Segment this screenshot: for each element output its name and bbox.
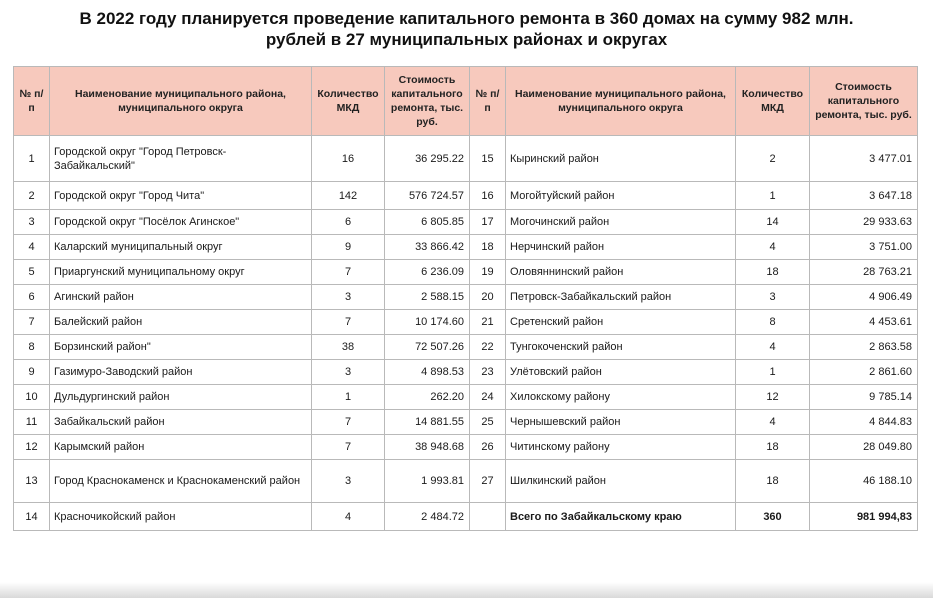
row-num-2: 20 xyxy=(470,285,506,310)
row-count-2: 14 xyxy=(736,210,810,235)
row-name-2: Могочинский район xyxy=(506,210,736,235)
row-cost: 14 881.55 xyxy=(385,410,470,435)
bottom-fade xyxy=(0,582,933,598)
row-num: 6 xyxy=(14,285,50,310)
row-name: Забайкальский район xyxy=(50,410,312,435)
row-name: Борзинский район" xyxy=(50,335,312,360)
page-title xyxy=(0,8,933,50)
row-name: Городской округ "Посёлок Агинское" xyxy=(50,210,312,235)
row-num: 8 xyxy=(14,335,50,360)
row-count: 7 xyxy=(312,435,385,460)
row-num-2: 27 xyxy=(470,460,506,503)
row-num: 10 xyxy=(14,385,50,410)
table-row xyxy=(14,385,918,410)
row-count-2: 12 xyxy=(736,385,810,410)
row-num: 7 xyxy=(14,310,50,335)
repair-table xyxy=(13,66,918,531)
row-cost: 2 484.72 xyxy=(385,503,470,531)
row-name: Городской округ "Город Чита" xyxy=(50,182,312,210)
row-count: 1 xyxy=(312,385,385,410)
row-count: 3 xyxy=(312,285,385,310)
row-cost: 6 236.09 xyxy=(385,260,470,285)
row-num: 1 xyxy=(14,136,50,182)
table-row xyxy=(14,260,918,285)
row-count-2: 4 xyxy=(736,235,810,260)
row-name-2: Нерчинский район xyxy=(506,235,736,260)
row-num: 2 xyxy=(14,182,50,210)
row-name: Красночикойский район xyxy=(50,503,312,531)
row-num-2: 18 xyxy=(470,235,506,260)
header-count-2: Количество МКД xyxy=(736,67,810,136)
row-num-2: 22 xyxy=(470,335,506,360)
table-header-row xyxy=(14,67,918,136)
row-cost-2: 4 844.83 xyxy=(810,410,918,435)
row-cost-2: 4 453.61 xyxy=(810,310,918,335)
title-line-1: В 2022 году планируется проведение капитального ремонта в 360 домах на сумму 982 млн. xyxy=(79,9,854,28)
row-name-2: Читинскому району xyxy=(506,435,736,460)
row-name-2: Хилокскому району xyxy=(506,385,736,410)
row-cost-2: 3 647.18 xyxy=(810,182,918,210)
row-cost: 1 993.81 xyxy=(385,460,470,503)
row-cost: 10 174.60 xyxy=(385,310,470,335)
row-cost-2: 28 049.80 xyxy=(810,435,918,460)
row-name-2: Улётовский район xyxy=(506,360,736,385)
row-num: 3 xyxy=(14,210,50,235)
row-count: 16 xyxy=(312,136,385,182)
row-count-2: 4 xyxy=(736,335,810,360)
row-count-2: 18 xyxy=(736,260,810,285)
row-count-2: 4 xyxy=(736,410,810,435)
row-num: 14 xyxy=(14,503,50,531)
row-num: 5 xyxy=(14,260,50,285)
row-cost-2: 3 477.01 xyxy=(810,136,918,182)
row-count-2: 2 xyxy=(736,136,810,182)
header-cost: Стоимость капитального ремонта, тыс. руб. xyxy=(385,67,470,136)
row-cost-2: 2 861.60 xyxy=(810,360,918,385)
row-num-2: 26 xyxy=(470,435,506,460)
row-num-2: 15 xyxy=(470,136,506,182)
row-cost: 38 948.68 xyxy=(385,435,470,460)
table-row xyxy=(14,310,918,335)
row-count: 9 xyxy=(312,235,385,260)
row-cost: 2 588.15 xyxy=(385,285,470,310)
row-name: Приаргунский муниципальному округ xyxy=(50,260,312,285)
row-cost-2: 46 188.10 xyxy=(810,460,918,503)
row-name: Карымский район xyxy=(50,435,312,460)
row-cost: 72 507.26 xyxy=(385,335,470,360)
row-name: Агинский район xyxy=(50,285,312,310)
row-cost: 576 724.57 xyxy=(385,182,470,210)
row-count: 7 xyxy=(312,260,385,285)
row-num-2: 25 xyxy=(470,410,506,435)
table-row xyxy=(14,335,918,360)
table-row xyxy=(14,235,918,260)
row-name: Каларский муниципальный округ xyxy=(50,235,312,260)
table-row xyxy=(14,360,918,385)
table-row xyxy=(14,136,918,182)
header-num: № п/п xyxy=(14,67,50,136)
table-row xyxy=(14,435,918,460)
row-num: 9 xyxy=(14,360,50,385)
row-count: 3 xyxy=(312,360,385,385)
row-name-2: Шилкинский район xyxy=(506,460,736,503)
row-cost: 6 805.85 xyxy=(385,210,470,235)
row-count-2: 1 xyxy=(736,182,810,210)
row-cost-2: 4 906.49 xyxy=(810,285,918,310)
row-name: Дульдургинский район xyxy=(50,385,312,410)
header-name-2: Наименование муниципального района, муниципального округа xyxy=(506,67,736,136)
row-name-2: Оловяннинский район xyxy=(506,260,736,285)
row-count: 7 xyxy=(312,310,385,335)
row-num-2: 23 xyxy=(470,360,506,385)
row-count-2: 18 xyxy=(736,460,810,503)
row-count: 4 xyxy=(312,503,385,531)
header-count: Количество МКД xyxy=(312,67,385,136)
row-num-2: 24 xyxy=(470,385,506,410)
row-name-2: Чернышевский район xyxy=(506,410,736,435)
header-cost-2: Стоимость капитального ремонта, тыс. руб. xyxy=(810,67,918,136)
row-cost: 262.20 xyxy=(385,385,470,410)
row-name-2: Всего по Забайкальскому краю xyxy=(506,503,736,531)
row-name-2: Петровск-Забайкальский район xyxy=(506,285,736,310)
table-row xyxy=(14,410,918,435)
row-name: Городской округ "Город Петровск-Забайкальский" xyxy=(50,136,312,182)
row-count: 38 xyxy=(312,335,385,360)
row-name-2: Могойтуйский район xyxy=(506,182,736,210)
table-row xyxy=(14,210,918,235)
header-num-2: № п/п xyxy=(470,67,506,136)
header-name: Наименование муниципального района, муниципального округа xyxy=(50,67,312,136)
title-line-2: рублей в 27 муниципальных районах и округах xyxy=(265,30,668,49)
table-row xyxy=(14,182,918,210)
row-count: 6 xyxy=(312,210,385,235)
row-num-2 xyxy=(470,503,506,531)
row-cost: 36 295.22 xyxy=(385,136,470,182)
row-num-2: 17 xyxy=(470,210,506,235)
table-row xyxy=(14,460,918,503)
row-count: 3 xyxy=(312,460,385,503)
row-count-2: 1 xyxy=(736,360,810,385)
row-num: 13 xyxy=(14,460,50,503)
row-name: Газимуро-Заводский район xyxy=(50,360,312,385)
row-count: 142 xyxy=(312,182,385,210)
row-cost: 4 898.53 xyxy=(385,360,470,385)
row-count-2: 8 xyxy=(736,310,810,335)
row-num: 4 xyxy=(14,235,50,260)
row-cost-2: 28 763.21 xyxy=(810,260,918,285)
row-num-2: 16 xyxy=(470,182,506,210)
row-count-2: 18 xyxy=(736,435,810,460)
row-cost-2: 2 863.58 xyxy=(810,335,918,360)
row-num: 12 xyxy=(14,435,50,460)
row-name-2: Тунгокоченский район xyxy=(506,335,736,360)
row-count: 7 xyxy=(312,410,385,435)
row-count-2: 3 xyxy=(736,285,810,310)
table-row xyxy=(14,285,918,310)
row-name-2: Сретенский район xyxy=(506,310,736,335)
row-cost-2: 29 933.63 xyxy=(810,210,918,235)
row-cost-2: 981 994,83 xyxy=(810,503,918,531)
row-count-2: 360 xyxy=(736,503,810,531)
row-num: 11 xyxy=(14,410,50,435)
row-num-2: 21 xyxy=(470,310,506,335)
row-cost-2: 9 785.14 xyxy=(810,385,918,410)
row-name-2: Кыринский район xyxy=(506,136,736,182)
row-cost: 33 866.42 xyxy=(385,235,470,260)
row-num-2: 19 xyxy=(470,260,506,285)
row-name: Балейский район xyxy=(50,310,312,335)
row-cost-2: 3 751.00 xyxy=(810,235,918,260)
table-row xyxy=(14,503,918,531)
row-name: Город Краснокаменск и Краснокаменский район xyxy=(50,460,312,503)
